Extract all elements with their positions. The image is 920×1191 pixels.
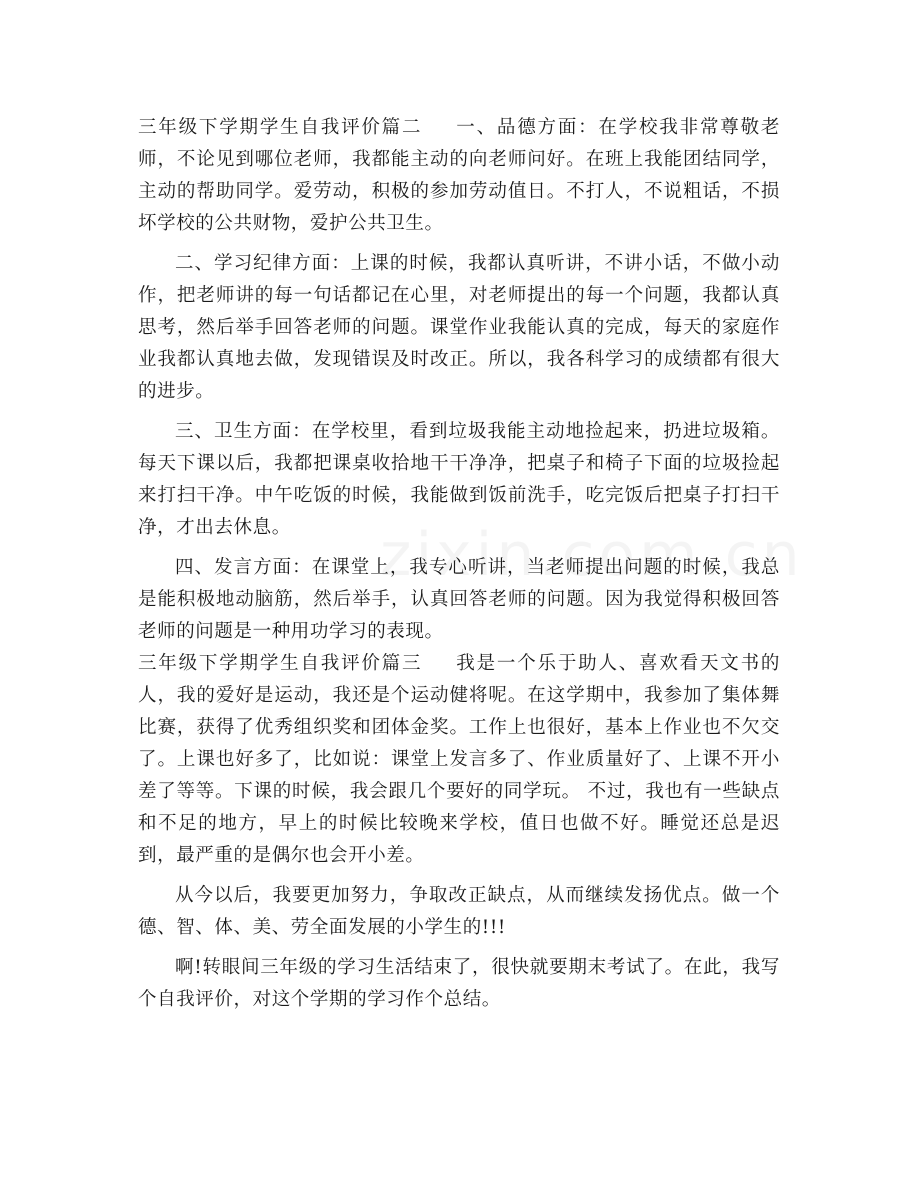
section2-first-paragraph: [138, 112, 780, 240]
section3-first-paragraph: [138, 648, 780, 872]
section3-paragraph-2: 从今以后，我要更加努力，争取改正缺点，从而继续发扬优点。做一个德、智、体、美、劳全面发展的小学生的!!!: [138, 885, 780, 938]
section2-title: 三年级下学期学生自我评价篇二: [138, 117, 423, 138]
section2-paragraph-3: 三、卫生方面：在学校里，看到垃圾我能主动地捡起来，扔进垃圾箱。每天下课以后，我都把课桌收拾地干干净净，把桌子和椅子下面的垃圾捡起来打扫干净。中午吃饭的时候，我能做到饭前洗手，吃完饭后把桌子打扫干净，才出去休息。: [138, 421, 780, 538]
section3-title: 三年级下学期学生自我评价篇三: [138, 653, 423, 674]
section2-paragraph-4: 四、发言方面：在课堂上，我专心听讲，当老师提出问题的时候，我总是能积极地动脑筋，然后举手，认真回答老师的问题。因为我觉得积极回答老师的问题是一种用功学习的表现。: [138, 557, 780, 642]
document-body: [138, 112, 780, 1024]
section3-paragraph-3: 啊!转眼间三年级的学习生活结束了，很快就要期末考试了。在此，我写个自我评价，对这个学期的学习作个总结。: [138, 957, 780, 1010]
section2-paragraph-1: 一、品德方面：在学校我非常尊敬老师，不论见到哪位老师，我都能主动的向老师问好。在班上我能团结同学，主动的帮助同学。爱劳动，积极的参加劳动值日。不打人，不说粗话，不损坏学校的公共财物，爱护公共卫生。: [138, 117, 780, 234]
section2-paragraph-2: 二、学习纪律方面：上课的时候，我都认真听讲，不讲小话，不做小动作，把老师讲的每一句话都记在心里，对老师提出的每一个问题，我都认真思考，然后举手回答老师的问题。课堂作业我能认真的完成，每天的家庭作业我都认真地去做，发现错误及时改正。所以，我各科学习的成绩都有很大的进步。: [138, 253, 780, 402]
section3-paragraph-1: 我是一个乐于助人、喜欢看天文书的人，我的爱好是运动，我还是个运动健将呢。在这学期中，我参加了集体舞比赛，获得了优秀组织奖和团体金奖。工作上也很好，基本上作业也不欠交了。上课也好多了，比如说：课堂上发言多了、作业质量好了、上课不开小差了等等。下课的时候，我会跟几个要好的同学玩。 不过，我也有一些缺点和不足的地方，早上的时候比较晚来学校，值日也做不好。睡觉还总是迟到，最严重的是偶尔也会开小差。: [138, 653, 780, 866]
